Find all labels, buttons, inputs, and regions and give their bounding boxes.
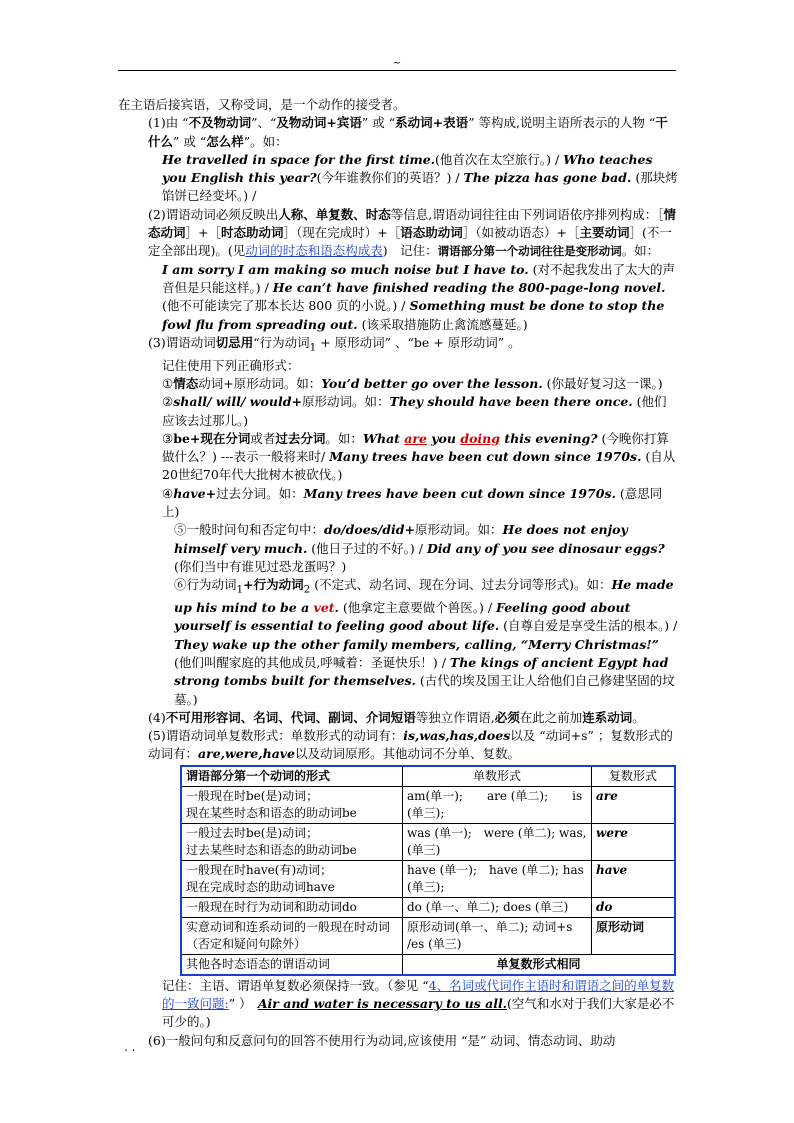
page-header-mark: ~ <box>392 58 402 69</box>
table-cell: 其他各时态语态的谓语动词 <box>181 954 403 975</box>
section-6: (6)一般问句和反意问句的回答不使用行为动词,应该使用 “是” 动词、情态动词、助动 <box>148 1032 616 1048</box>
table-cell: 一般现在时行为动词和助动词do <box>181 897 403 917</box>
table-cell: 一般现在时be(是)动词； 现在某些时态和语态的助动词be <box>181 786 403 823</box>
table-row <box>181 786 675 823</box>
section-3-note: 记住使用下列正确形式： <box>162 357 300 373</box>
table-cell: have (单一); have (单二); has (单三); <box>403 860 592 897</box>
rule-4: ④have+过去分词。如：Many trees have been cut down since 1970s. (意思同上) <box>162 485 663 520</box>
table-cell: 一般过去时be(是)动词； 过去某些时态和语态的助动词be <box>181 823 403 860</box>
table-cell: am(单一); are (单二); is (单三); <box>403 786 592 823</box>
rule-1: ①情态动词+原形动词。如：You’d better go over the lesson. (你最好复习这一课。) <box>162 375 663 391</box>
document-body <box>118 96 678 1050</box>
table-cell: were <box>592 823 676 860</box>
table-row <box>181 823 675 860</box>
intro-line: 在主语后接宾语，又称受词，是一个动作的接受者。 <box>118 97 406 112</box>
section-2-examples: I am sorry I am making so much noise but I have to. (对不起我发出了太大的声音但是只能这样。) / He can’t have finished reading the 800-page-long novel. (他不可能读完了那本长达 800 页的小说。) / Something must be done to stop the fowl flu from spreading out. (该采取措施防止禽流感蔓延。) <box>162 261 675 332</box>
section-3: (3)谓语动词切忌用“行为动词$_1$ + 原形动词” 、“be + 原形动词” 。 <box>148 334 521 354</box>
tense-voice-table-link[interactable]: 动词的时态和语态构成表 <box>245 243 383 259</box>
section-1: (1)由 “不及物动词”、“及物动词+宾语” 或 “系动词+表语” 等构成,说明主语所表示的人物 “干什么” 或 “怎么样”。如： <box>148 115 668 149</box>
table-cell: 原形动词(单一、单二); 动词+s /es (单三) <box>403 917 592 954</box>
rule-3: ③be+现在分词或者过去分词。如：What are you doing this evening? (今晚你打算做什么？) ---表示一般将来时/ Many trees have been cut down since 1970s. (自从20世纪70年代大批树木被砍伐。) <box>162 430 676 483</box>
rule-2: ②shall/ will/ would+原形动词。如：They should have been there once. (他们应该去过那儿。) <box>162 394 667 428</box>
table-cell: 实意动词和连系动词的一般现在时动词（否定和疑问句除外） <box>181 917 403 954</box>
table-cell: 单复数形式相同 <box>403 954 676 975</box>
header-rule <box>118 70 676 71</box>
section-2: (2)谓语动词必须反映出人称、单复数、时态等信息,谓语动词往往由下列词语依序排列构成：［情态动词］+［时态助动词］（现在完成时）+［语态助动词］（如被动语态）+［主要动词］(不一定全部出现)。(见动词的时态和语态构成表) 记住：谓语部分第一个动词往往是变形动词。如： <box>148 206 676 259</box>
table-header: 复数形式 <box>592 766 676 787</box>
table-cell: do (单一、单二); does (单三) <box>403 897 592 917</box>
table-cell: do <box>592 897 676 917</box>
section-5-note: 记住：主语、谓语单复数必须保持一致。（参见 “4、名词或代词作主语时和谓语之间的单复数的一致问题:” ） Air and water is necessary to us all.(空气和水对于我们大家是必不可少的。) <box>162 977 675 1030</box>
table-cell: 一般现在时have(有)动词； 现在完成时态的助动词have <box>181 860 403 897</box>
table-header-row <box>181 766 675 787</box>
section-5: (5)谓语动词单复数形式：单数形式的动词有：is,was,has,does以及 “动词+s” ；复数形式的动词有：are,were,have以及动词原形。其他动词不分单、复数。 <box>148 728 673 762</box>
table-row <box>181 897 675 917</box>
table-row <box>181 917 675 954</box>
verb-number-table <box>180 765 676 976</box>
section-4: (4)不可用形容词、名词、代词、副词、介词短语等独立作谓语,必须在此之前加连系动词。 <box>148 709 645 725</box>
rule-6: ⑥行为动词$_1$+行为动词$_2$ (不定式、动名词、现在分词、过去分词等形式)。如：He made up his mind to be a vet. (他拿定主意要做个兽医。) / Feeling good about yourself is essential to feeling good about life. (自尊自爱是享受生活的根本。) / They wake up the other family members, calling, “Merry Christmas!” (他们叫醒家庭的其他成员,呼喊着：圣诞快乐！) / The kings of ancient Egypt had strong tombs built for themselves. (古代的埃及国王让人给他们自己修建坚固的坟墓。) <box>174 577 678 707</box>
table-header: 单数形式 <box>403 766 592 787</box>
page-footer-mark: . . <box>124 1040 136 1054</box>
table-row <box>181 954 675 975</box>
table-cell: have <box>592 860 676 897</box>
table-cell: 原形动词 <box>592 917 676 954</box>
section-1-examples: He travelled in space for the first time.(他首次在太空旅行。) / Who teaches you English this year?(今年谁教你们的英语？) / The pizza has gone bad. (那块烤馅饼已经变坏。) / <box>162 151 678 204</box>
table-row <box>181 860 675 897</box>
table-header: 谓语部分第一个动词的形式 <box>181 766 403 787</box>
rule-5: ⑤一般时问句和否定句中：do/does/did+原形动词。如：He does not enjoy himself very much. (他日子过的不好。) / Did any of you see dinosaur eggs? (你们当中有谁见过恐龙蛋吗？) <box>174 522 665 574</box>
table-cell: was (单一); were (单二); was,(单三) <box>403 823 592 860</box>
subject-verb-agreement-link[interactable]: 4、名词或代词作主语时和谓语之间的单复数的一致问题: <box>162 977 675 1011</box>
table-cell: are <box>592 786 676 823</box>
